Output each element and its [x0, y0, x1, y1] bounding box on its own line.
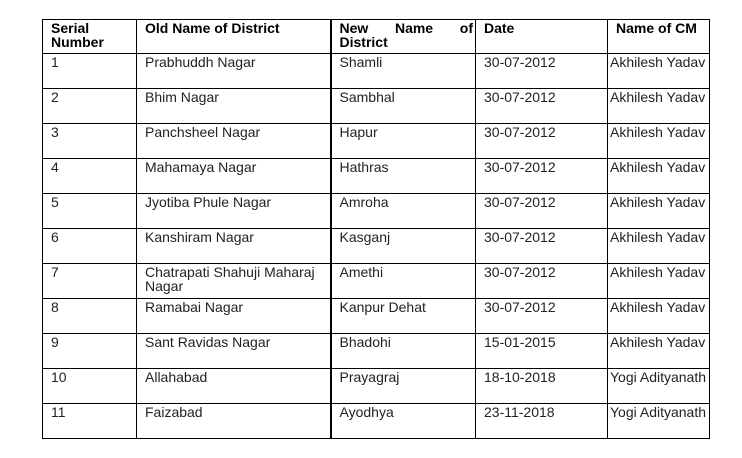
cell-date: 30-07-2012 — [476, 299, 608, 334]
table-row — [43, 229, 710, 264]
cell-old-name: Kanshiram Nagar — [137, 229, 331, 264]
cell-new-name: Kasganj — [331, 229, 476, 264]
cell-new-name: Ayodhya — [331, 404, 476, 439]
cell-old-name: Sant Ravidas Nagar — [137, 334, 331, 369]
cell-cm: Akhilesh Yadav — [608, 334, 710, 369]
cell-date: 30-07-2012 — [476, 264, 608, 299]
header-cm: Name of CM — [608, 20, 710, 54]
table-row — [43, 299, 710, 334]
cell-cm: Akhilesh Yadav — [608, 124, 710, 159]
cell-cm: Akhilesh Yadav — [608, 194, 710, 229]
header-serial-number: Serial Number — [43, 20, 137, 54]
cell-cm: Akhilesh Yadav — [608, 159, 710, 194]
cell-old-name: Bhim Nagar — [137, 89, 331, 124]
cell-date: 30-07-2012 — [476, 229, 608, 264]
cell-serial: 10 — [43, 369, 137, 404]
cell-serial: 2 — [43, 89, 137, 124]
cell-serial: 4 — [43, 159, 137, 194]
cell-cm: Akhilesh Yadav — [608, 54, 710, 89]
header-date: Date — [476, 20, 608, 54]
cell-new-name: Bhadohi — [331, 334, 476, 369]
cell-date: 23-11-2018 — [476, 404, 608, 439]
cell-new-name: Sambhal — [331, 89, 476, 124]
cell-date: 30-07-2012 — [476, 54, 608, 89]
cell-serial: 8 — [43, 299, 137, 334]
cell-old-name: Faizabad — [137, 404, 331, 439]
cell-old-name: Panchsheel Nagar — [137, 124, 331, 159]
header-new-name: New Name of District — [331, 20, 476, 54]
table-row — [43, 124, 710, 159]
cell-new-name: Hathras — [331, 159, 476, 194]
cell-old-name: Ramabai Nagar — [137, 299, 331, 334]
cell-new-name: Kanpur Dehat — [331, 299, 476, 334]
table-header-row — [43, 20, 710, 54]
table-row — [43, 54, 710, 89]
cell-serial: 1 — [43, 54, 137, 89]
table-row — [43, 334, 710, 369]
cell-cm: Akhilesh Yadav — [608, 299, 710, 334]
cell-cm: Yogi Adityanath — [608, 404, 710, 439]
cell-cm: Yogi Adityanath — [608, 369, 710, 404]
cell-old-name: Prabhuddh Nagar — [137, 54, 331, 89]
cell-serial: 3 — [43, 124, 137, 159]
table-row — [43, 369, 710, 404]
cell-new-name: Amethi — [331, 264, 476, 299]
cell-serial: 6 — [43, 229, 137, 264]
cell-new-name: Amroha — [331, 194, 476, 229]
cell-old-name: Chatrapati Shahuji Maharaj Nagar — [137, 264, 331, 299]
table-row — [43, 194, 710, 229]
cell-date: 18-10-2018 — [476, 369, 608, 404]
table-row — [43, 404, 710, 439]
cell-date: 30-07-2012 — [476, 124, 608, 159]
table-row — [43, 89, 710, 124]
cell-cm: Akhilesh Yadav — [608, 264, 710, 299]
cell-serial: 7 — [43, 264, 137, 299]
cell-new-name: Shamli — [331, 54, 476, 89]
cell-cm: Akhilesh Yadav — [608, 89, 710, 124]
cell-new-name: Prayagraj — [331, 369, 476, 404]
table-row — [43, 159, 710, 194]
cell-serial: 5 — [43, 194, 137, 229]
cell-date: 30-07-2012 — [476, 194, 608, 229]
cell-old-name: Allahabad — [137, 369, 331, 404]
table-row — [43, 264, 710, 299]
cell-serial: 11 — [43, 404, 137, 439]
cell-new-name: Hapur — [331, 124, 476, 159]
district-rename-table — [42, 19, 710, 439]
cell-old-name: Jyotiba Phule Nagar — [137, 194, 331, 229]
cell-date: 30-07-2012 — [476, 89, 608, 124]
cell-serial: 9 — [43, 334, 137, 369]
cell-old-name: Mahamaya Nagar — [137, 159, 331, 194]
cell-date: 15-01-2015 — [476, 334, 608, 369]
header-old-name: Old Name of District — [137, 20, 331, 54]
cell-date: 30-07-2012 — [476, 159, 608, 194]
cell-cm: Akhilesh Yadav — [608, 229, 710, 264]
